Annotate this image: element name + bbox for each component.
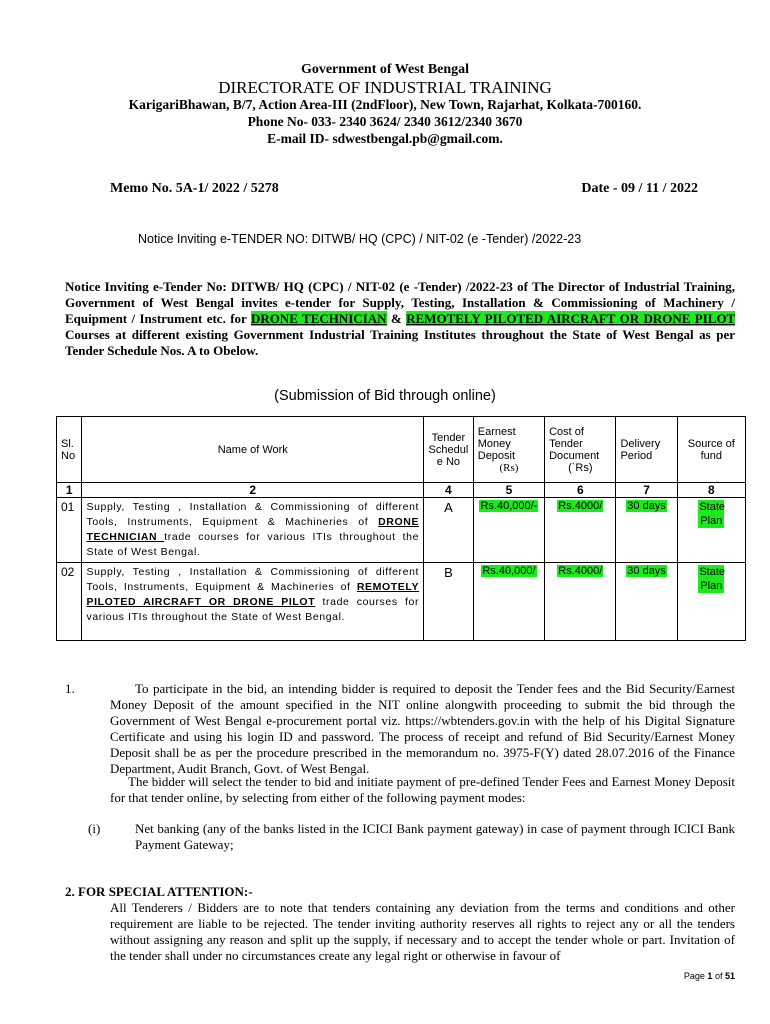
- clause1-number: 1.: [65, 681, 75, 696]
- header-cost: [545, 417, 616, 483]
- table-row: [57, 498, 746, 563]
- header-cost-unit: (`Rs): [568, 461, 593, 474]
- row-work-highlight: DRONE TECHNICIAN: [86, 516, 420, 543]
- page-of: of: [714, 971, 723, 981]
- row-work-post: trade courses for various ITIs throughout the State of West Bengal.: [86, 531, 420, 558]
- col-number: 5: [473, 483, 544, 498]
- directorate-title: DIRECTORATE OF INDUSTRIAL TRAINING: [218, 78, 552, 97]
- memo-date: Date - 09 / 11 / 2022: [581, 181, 698, 196]
- email: E-mail ID- sdwestbengal.pb@gmail.com.: [267, 131, 503, 146]
- page-label: Page: [683, 971, 705, 981]
- row-sl: 02: [57, 563, 82, 641]
- clause1-para1: To participate in the bid, an intending bidder is required to deposit the Tender fees and the Bid Security/Earnest Money Deposit of the amount specified in the NIT online alongwith proceeding to submit the bid through the Government of West Bengal e-procurement portal viz. https://wbtenders.gov.in with the help of his Digital Signature Certificate and using his login ID and password. The process of receipt and refund of Bid Security/Earnest Money Deposit shall be as per the procedure prescribed in the memorandum no. 3975-F(Y) dated 28.07.2016 of the Finance Department, Audit Branch, Govt. of West Bengal.: [110, 681, 735, 776]
- gov-name: Government of West Bengal: [300, 62, 470, 77]
- row-work: [82, 498, 424, 563]
- header-cost-label: Cost of Tender Document: [549, 425, 600, 462]
- page-total: 51: [724, 971, 735, 981]
- clause1-sub-text: Net banking (any of the banks listed in the ICICI Bank payment gateway) in case of payment through ICICI Bank Payment Gateway;: [135, 821, 735, 852]
- header-work: Name of Work: [82, 417, 424, 483]
- notice-title: Notice Inviting e-TENDER NO: DITWB/ HQ (CPC) / NIT-02 (e -Tender) /2022-23: [138, 232, 582, 246]
- header-schedule: Tender Schedul e No: [424, 417, 474, 483]
- row-schedule: B: [424, 563, 474, 641]
- row-work: [82, 563, 424, 641]
- memo-number: Memo No. 5A-1/ 2022 / 5278: [110, 181, 279, 196]
- row-delivery: 30 days: [627, 500, 666, 512]
- clause2-text: All Tenderers / Bidders are to note that tenders containing any deviation from the terms and conditions and other requirement are liable to be rejected. The tender inviting authority reserves all rights to reject any or all the tenders without assigning any reason and split up the supply, if necessary and to accept the tender whole or part. Invitation of the tender shall under no circumstances create any legal right or otherwise in favour of: [110, 900, 735, 963]
- header-emd-unit: (Rs): [499, 461, 519, 474]
- tender-table: [56, 416, 746, 641]
- row-work-highlight: REMOTELY PILOTED AIRCRAFT OR DRONE PILOT: [86, 581, 420, 608]
- header-emd: [473, 417, 544, 483]
- clause1-sub-number: (i): [88, 821, 101, 836]
- address: KarigariBhawan, B/7, Action Area-III (2ndFloor), New Town, Rajarhat, Kolkata-700160.: [128, 97, 642, 112]
- page-footer: [684, 971, 735, 981]
- row-sl: 01: [57, 498, 82, 563]
- header-delivery: Delivery Period: [616, 417, 677, 483]
- col-number: 7: [616, 483, 677, 498]
- row-source: State Plan: [699, 566, 725, 592]
- row-source: State Plan: [699, 501, 725, 527]
- row-work-pre: Supply, Testing , Installation & Commissioning of different Tools, Instruments, Equipment & Machineries of: [86, 501, 420, 528]
- intro-amp: &: [386, 311, 407, 326]
- row-cost: Rs.4000/: [558, 500, 603, 512]
- submission-heading: (Submission of Bid through online): [274, 388, 496, 404]
- row-schedule: A: [424, 498, 474, 563]
- row-emd: Rs.40,000/: [482, 565, 536, 577]
- row-emd: Rs.40,000/-: [480, 500, 538, 512]
- header-source: Source of fund: [677, 417, 745, 483]
- intro-paragraph: [65, 279, 735, 359]
- intro-text-1: Notice Inviting e-Tender No: DITWB/ HQ (CPC) / NIT-02 (e -Tender) /2022-23 of The Director of Industrial Training, Government of West Bengal invites e-tender for Supply, Testing, Installation & Commissioning of Machinery / Equipment / Instrument etc. for: [65, 279, 735, 326]
- page-number: 1: [707, 971, 713, 981]
- highlight-drone-technician: DRONE TECHNICIAN: [250, 311, 387, 326]
- intro-text-2: Courses at different existing Government Industrial Training Institutes throughout the State of West Bengal as per Tender Schedule Nos. A to Obelow.: [65, 327, 735, 358]
- clause1-para2: The bidder will select the tender to bid and initiate payment of pre-defined Tender Fees and Earnest Money Deposit for that tender online, by selecting from either of the following payment modes:: [110, 774, 735, 805]
- col-number: 4: [424, 483, 474, 498]
- row-work-pre: Supply, Testing , Installation & Commissioning of different Tools, Instruments, Equipment & Machineries of: [86, 566, 420, 593]
- phone: Phone No- 033- 2340 3624/ 2340 3612/2340 3670: [247, 114, 523, 129]
- col-number: 2: [82, 483, 424, 498]
- row-work-post: trade courses for various ITIs throughout the State of West Bengal.: [86, 596, 420, 623]
- highlight-drone-pilot: REMOTELY PILOTED AIRCRAFT OR DRONE PILOT: [406, 311, 735, 326]
- row-delivery: 30 days: [627, 565, 666, 577]
- col-number: 1: [57, 483, 82, 498]
- table-row: [57, 563, 746, 641]
- row-cost: Rs.4000/: [558, 565, 603, 577]
- clause2-heading: 2. FOR SPECIAL ATTENTION:-: [65, 884, 253, 899]
- column-number-row: [57, 483, 746, 498]
- table-header-row: [57, 417, 746, 483]
- header-emd-label: Earnest Money Deposit: [477, 425, 516, 462]
- header-sl: Sl. No: [57, 417, 82, 483]
- col-number: 6: [545, 483, 616, 498]
- col-number: 8: [677, 483, 745, 498]
